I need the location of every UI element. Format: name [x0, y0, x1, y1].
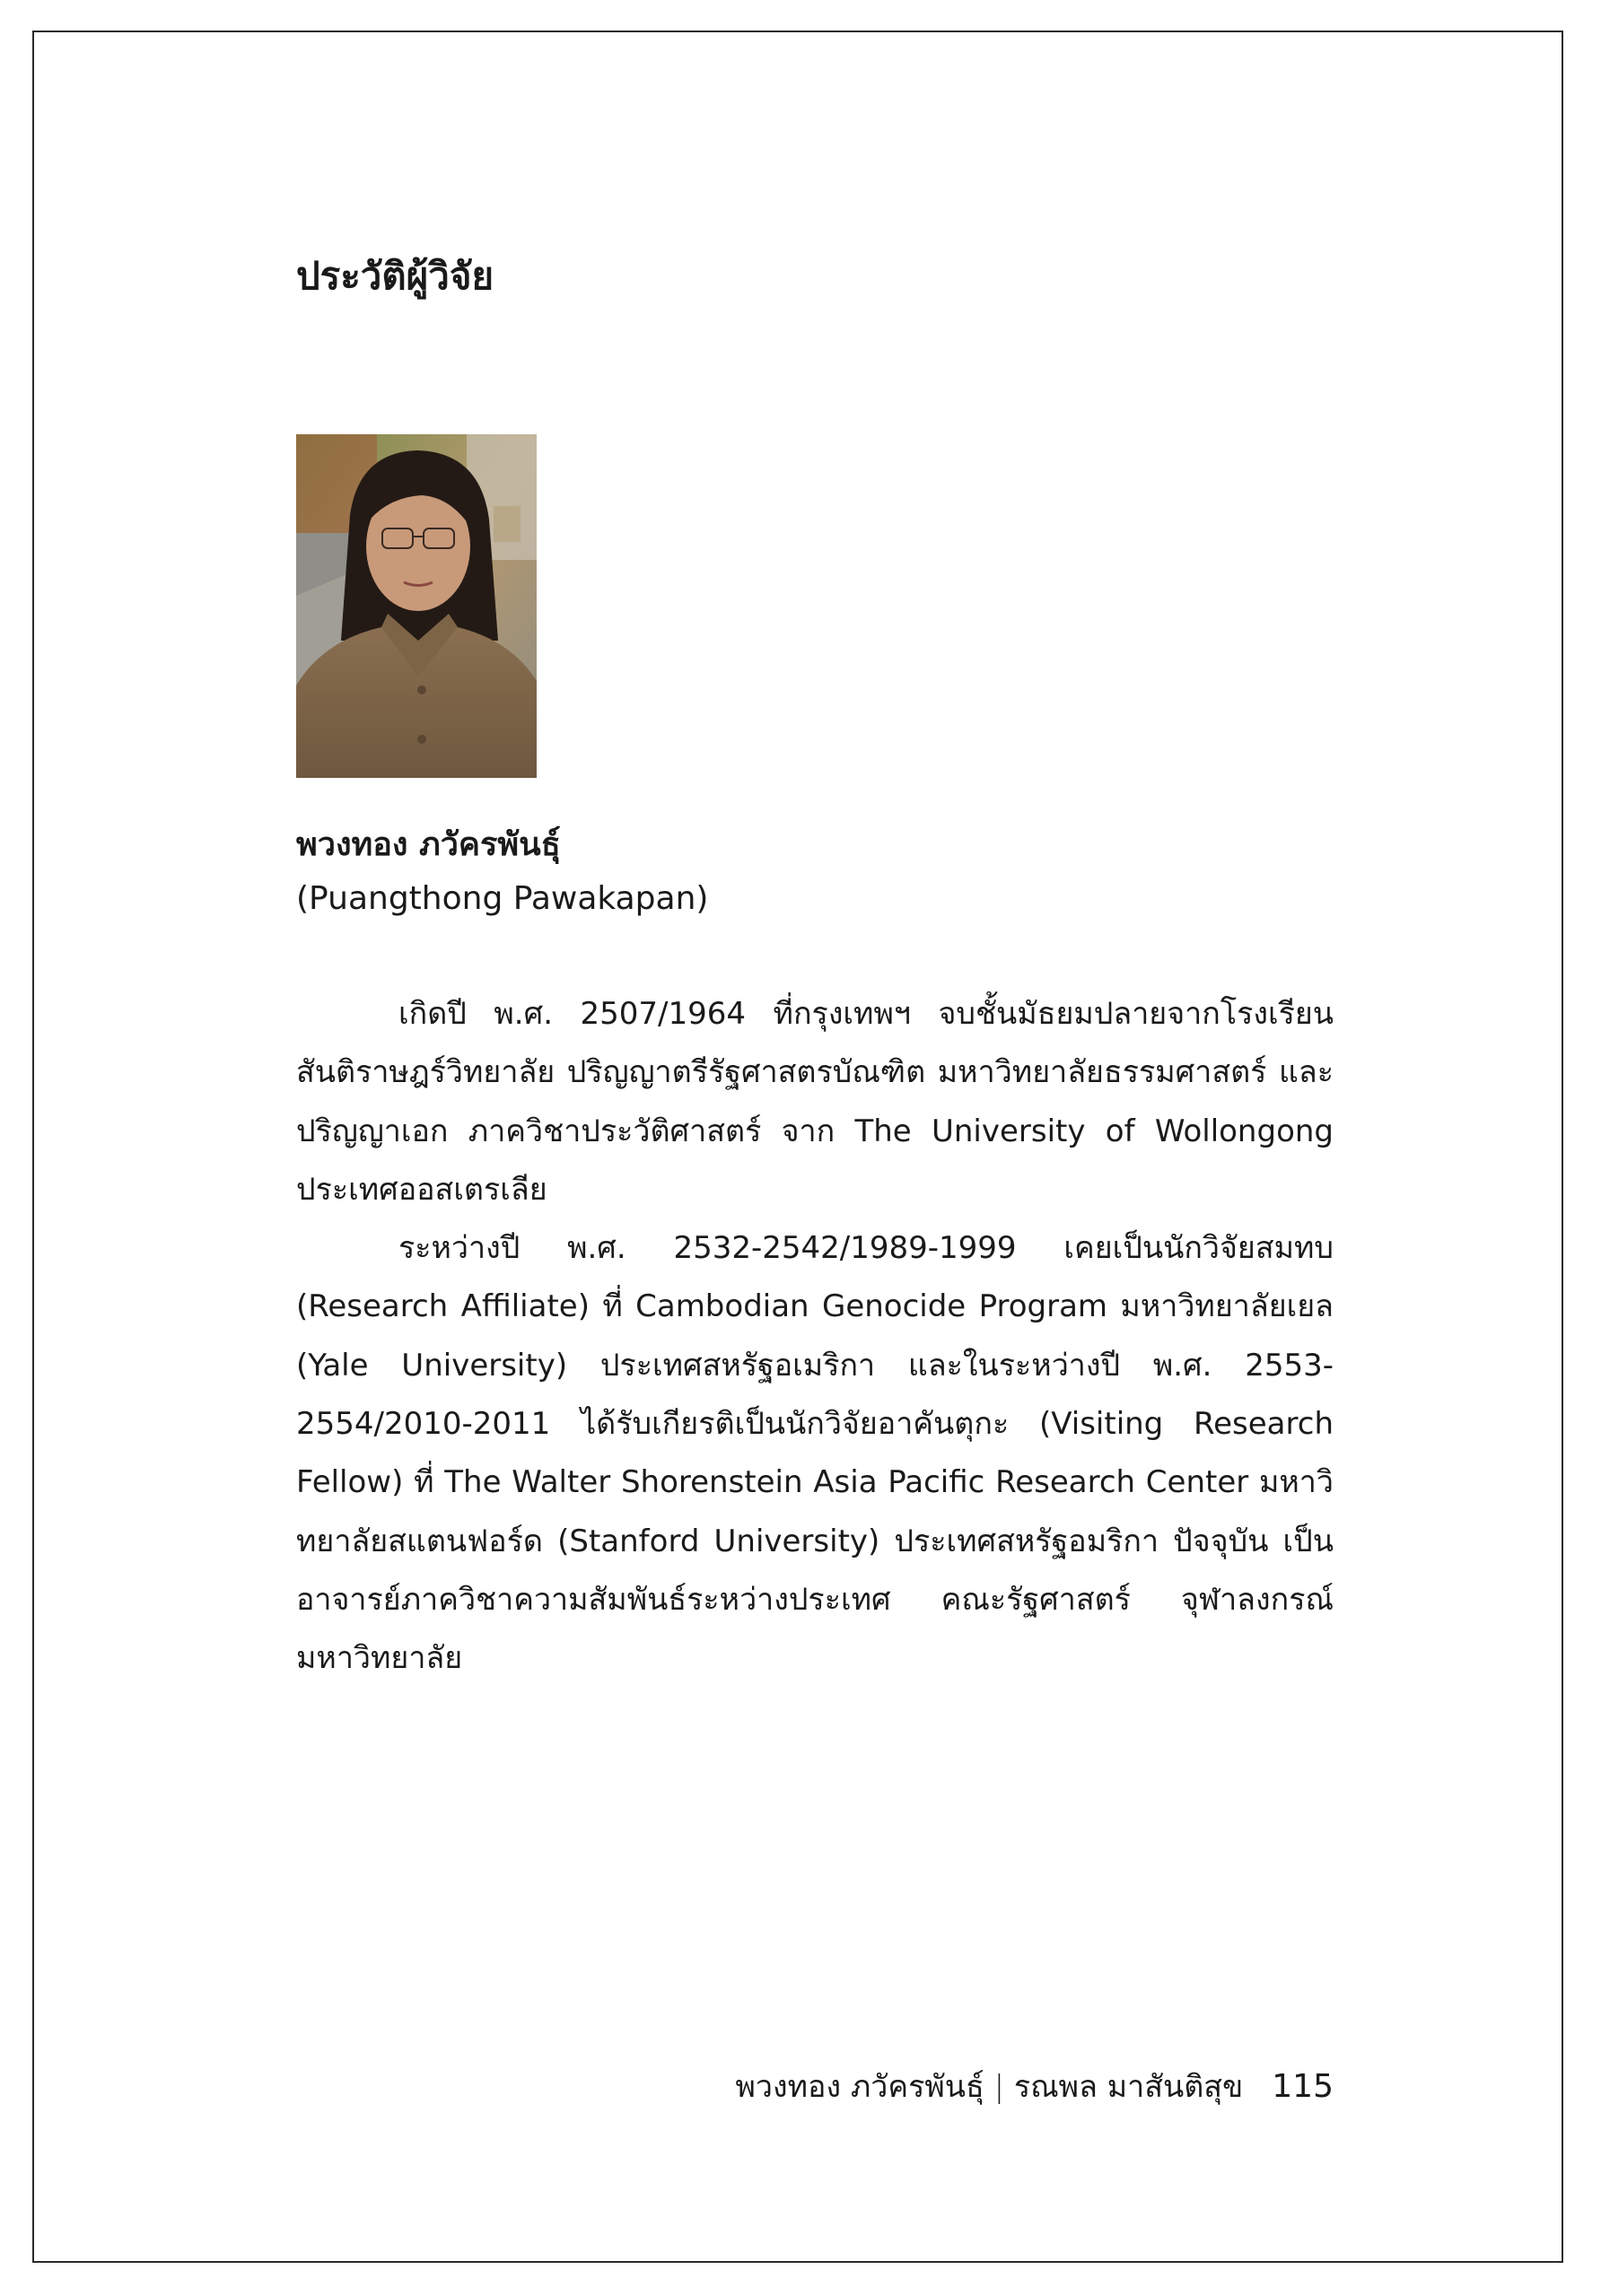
researcher-biography — [296, 985, 1334, 1689]
page-footer — [736, 2055, 1334, 2117]
researcher-photo-image — [296, 434, 537, 778]
footer-authors: พวงทอง ภวัครพันธุ์ | รณพล มาสันติสุข — [735, 2069, 1244, 2105]
bio-paragraph: เกิดปี พ.ศ. 2507/1964 ที่กรุงเทพฯ จบชั้นมัธยมปลายจากโรงเรียนสันติราษฎร์วิทยาลัย ปริญญาตรีรัฐศาสตรบัณฑิต มหาวิทยาลัยธรรมศาสตร์ และปริญญาเอก ภาควิชาประวัติศาสตร์ จาก The University of Wollongong ประเทศออสเตรเลีย — [296, 996, 1334, 1208]
researcher-photo — [296, 434, 537, 778]
bio-paragraph: ระหว่างปี พ.ศ. 2532-2542/1989-1999 เคยเป็นนักวิจัยสมทบ (Research Affiliate) ที่ Cambodian Genocide Program มหาวิทยาลัยเยล (Yale University) ประเทศสหรัฐอเมริกา และในระหว่างปี พ.ศ. 2553-2554/2010-2011 ได้รับเกียรติเป็นนักวิจัยอาคันตุกะ (Visiting Research Fellow) ที่ The Walter Shorenstein Asia Pacific Research Center มหาวิทยาลัยสแตนฟอร์ด (Stanford University) ประเทศสหรัฐอมริกา ปัจจุบัน เป็นอาจารย์ภาควิชาความสัมพันธ์ระหว่างประเทศ คณะรัฐศาสตร์ จุฬาลงกรณ์มหาวิทยาลัย — [296, 1230, 1334, 1677]
researcher-name-english: (Puangthong Pawakapan) — [296, 880, 709, 917]
page-number: 115 — [1272, 2067, 1334, 2105]
section-title: ประวัติผู้วิจัย — [296, 254, 494, 298]
researcher-name-thai: พวงทอง ภวัครพันธุ์ — [296, 826, 561, 863]
